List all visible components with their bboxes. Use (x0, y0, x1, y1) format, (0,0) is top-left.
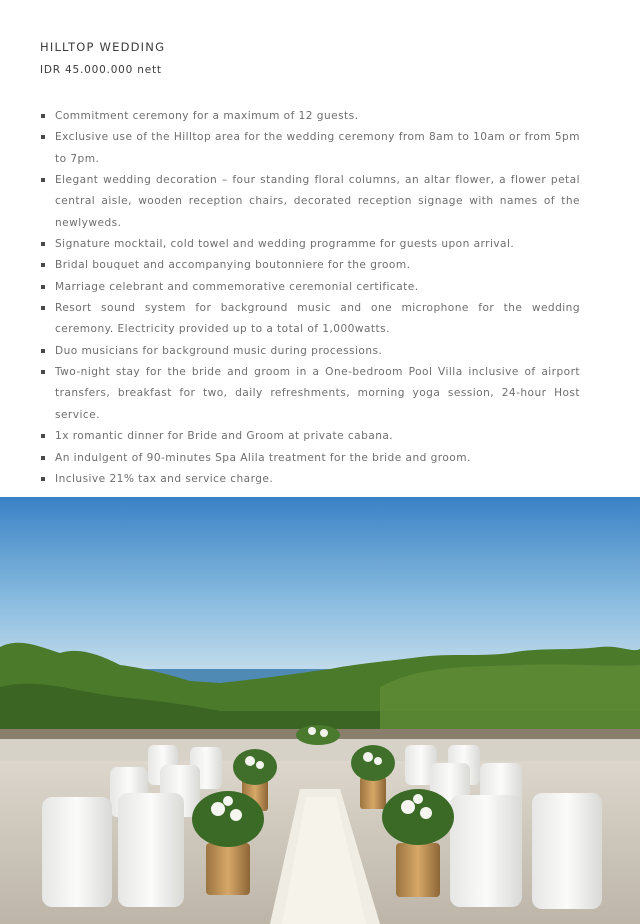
package-description (40, 38, 580, 490)
list-item: Exclusive use of the Hilltop area for the wedding ceremony from 8am to 10am or from 5pm to 7pm. (40, 127, 580, 170)
bullet-icon (41, 306, 45, 310)
list-item: Commitment ceremony for a maximum of 12 guests. (40, 106, 580, 127)
package-price: IDR 45.000.000 nett (40, 64, 162, 76)
list-item: Signature mocktail, cold towel and wedding programme for guests upon arrival. (40, 234, 580, 255)
altar-flower (296, 725, 340, 745)
list-item: Bridal bouquet and accompanying boutonniere for the groom. (40, 255, 580, 276)
bullet-icon (41, 456, 45, 460)
bullet-icon (41, 434, 45, 438)
hilltop-ceremony-photo (0, 497, 640, 924)
list-item: Elegant wedding decoration – four standing floral columns, an altar flower, a flower petal central aisle, wooden reception chairs, decorated reception signage with names of the newlyweds. (40, 170, 580, 234)
bullet-icon (41, 370, 45, 374)
list-item: Two-night stay for the bride and groom in a One-bedroom Pool Villa inclusive of airport transfers, breakfast for two, daily refreshments, morning yoga session, 24-hour Host service. (40, 362, 580, 426)
bullet-icon (41, 349, 45, 353)
bullet-icon (41, 285, 45, 289)
list-item: Duo musicians for background music during processions. (40, 341, 580, 362)
list-item: Inclusive 21% tax and service charge. (40, 469, 580, 490)
bullet-icon (41, 263, 45, 267)
bullet-icon (41, 114, 45, 118)
list-item: An indulgent of 90-minutes Spa Alila treatment for the bride and groom. (40, 448, 580, 469)
bullet-icon (41, 178, 45, 182)
list-item: Marriage celebrant and commemorative ceremonial certificate. (40, 277, 580, 298)
trees-right (380, 664, 640, 737)
list-item: 1x romantic dinner for Bride and Groom at private cabana. (40, 426, 580, 447)
list-item: Resort sound system for background music and one microphone for the wedding ceremony. Electricity provided up to a total of 1,000watts. (40, 298, 580, 341)
bullet-icon (41, 477, 45, 481)
package-title: HILLTOP WEDDING (40, 40, 166, 54)
bullet-icon (41, 242, 45, 246)
inclusions-list (40, 106, 580, 490)
bullet-icon (41, 135, 45, 139)
